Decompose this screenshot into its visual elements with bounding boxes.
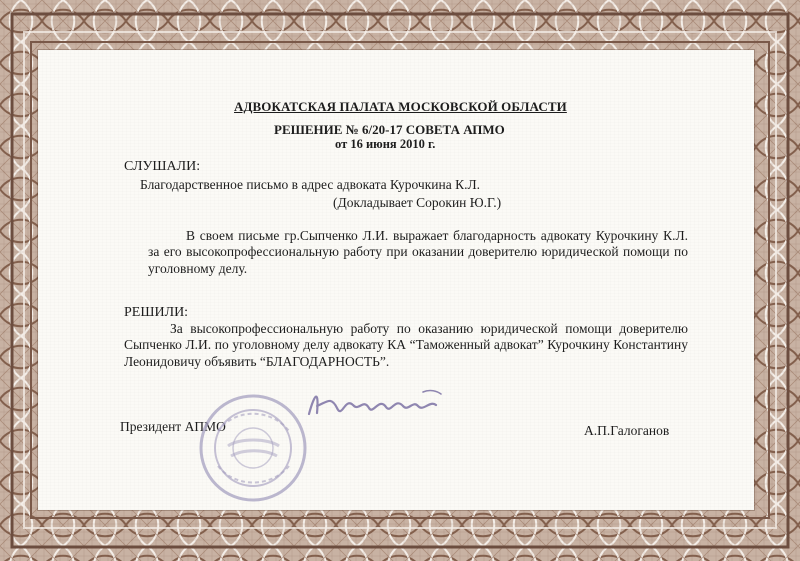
signer-name: А.П.Галоганов bbox=[584, 423, 670, 438]
heard-line-1: Благодарственное письмо в адрес адвоката Курочкина К.Л. bbox=[140, 177, 480, 192]
handwritten-signature-icon bbox=[302, 384, 452, 424]
decision-title: РЕШЕНИЕ № 6/20-17 СОВЕТА АПМО bbox=[274, 122, 505, 137]
heard-heading: СЛУШАЛИ: bbox=[124, 159, 201, 174]
round-seal-stamp-icon bbox=[193, 388, 313, 508]
decision-date: от 16 июня 2010 г. bbox=[335, 137, 436, 151]
decided-paragraph: За высокопрофессиональную работу по оказанию юридической помощи доверителю Сыпченко Л.И. по уголовному делу адвокату КА “Таможенный адвокат” Курочкину Константину Леонидовичу объявить “БЛАГОДАРНОСТЬ”. bbox=[124, 321, 688, 369]
organization-title: АДВОКАТСКАЯ ПАЛАТА МОСКОВСКОЙ ОБЛАСТИ bbox=[234, 99, 567, 114]
heard-paragraph: В своем письме гр.Сыпченко Л.И. выражает благодарность адвокату Курочкину К.Л. за его высокопрофессиональную работу при оказании доверителю юридической помощи по уголовному делу. bbox=[148, 228, 688, 276]
heard-line-2: (Докладывает Сорокин Ю.Г.) bbox=[333, 195, 502, 210]
document-body bbox=[38, 50, 754, 510]
decided-heading: РЕШИЛИ: bbox=[124, 305, 189, 320]
signer-title: Президент АПМО bbox=[120, 419, 226, 434]
